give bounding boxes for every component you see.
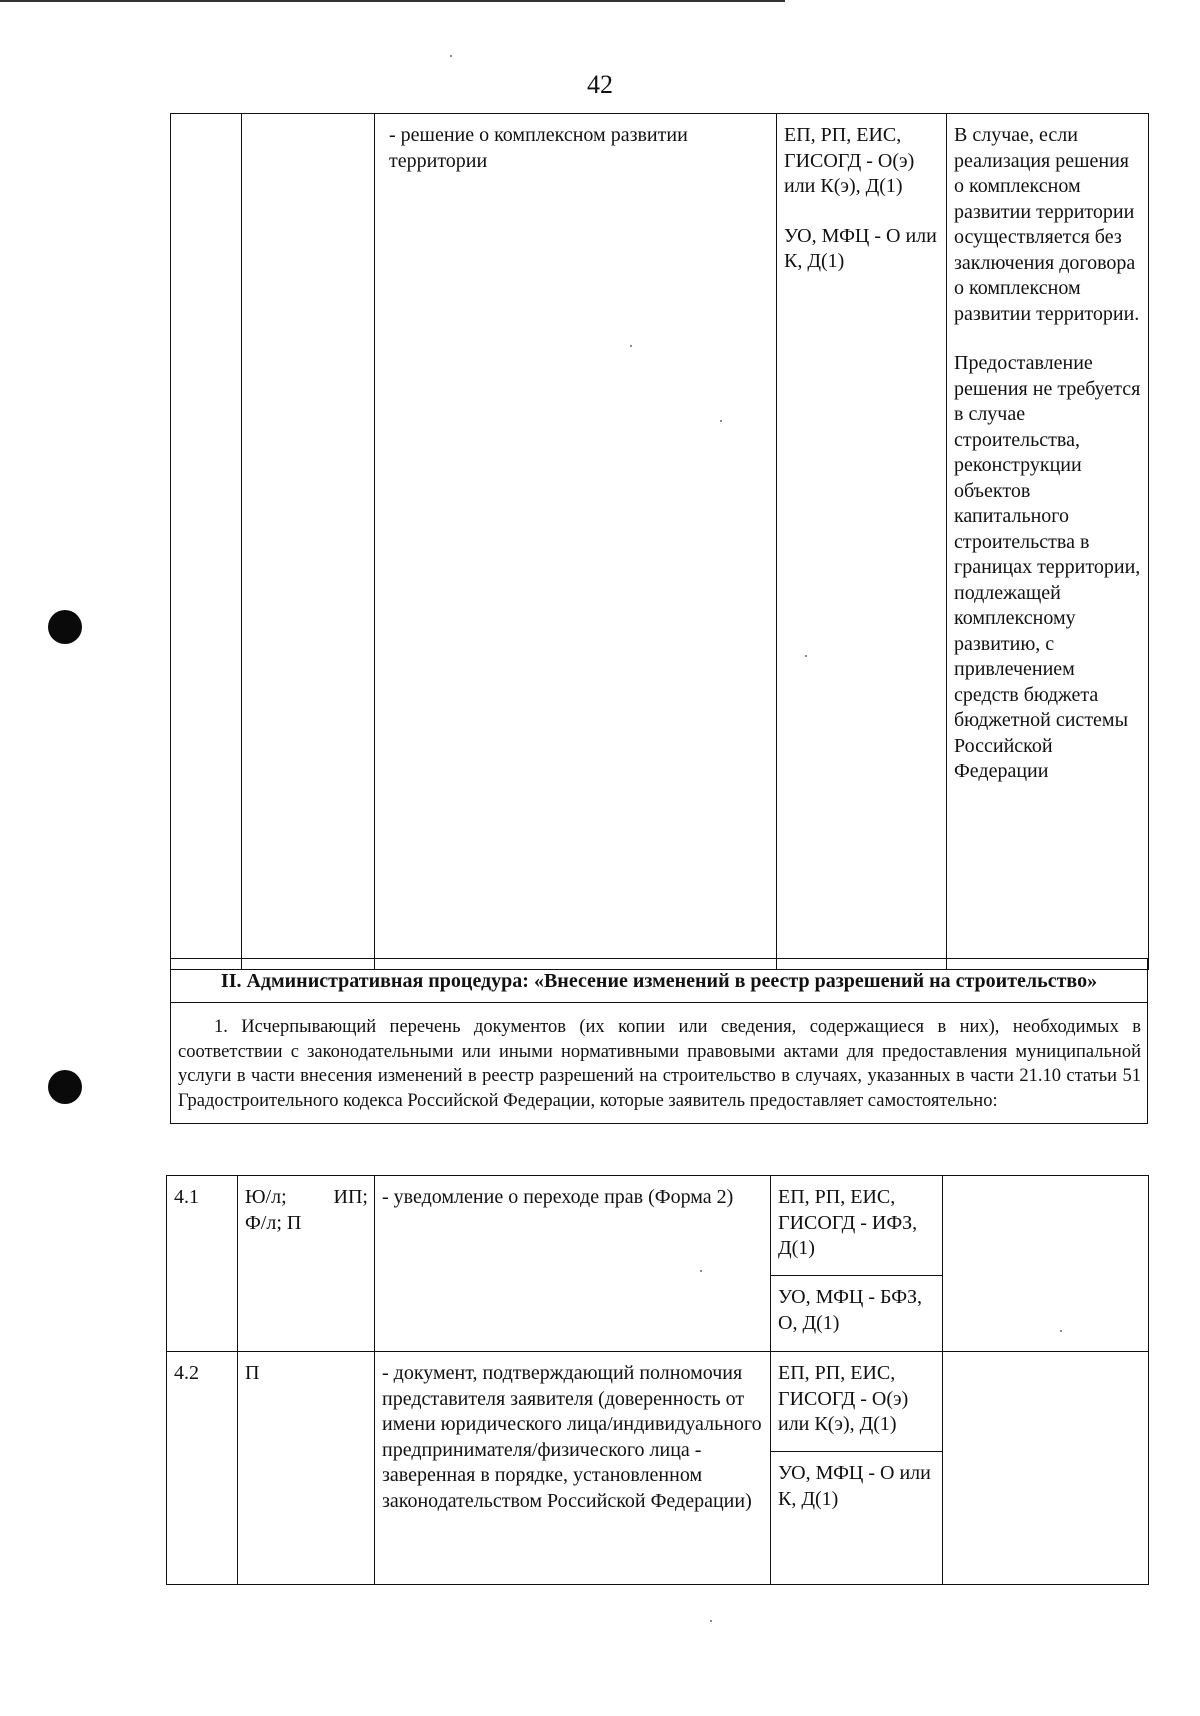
cell-number [171,114,242,970]
cell-sources [771,1352,943,1585]
cell-note [943,1352,1149,1585]
cell-number: 4.1 [167,1176,238,1352]
cell-applicant [238,1176,375,1352]
sources-text-2: УО, МФЦ - О или К, Д(1) [778,1462,931,1510]
section-title: II. Административная процедура: «Внесение изменений в реестр разрешений на строительство» [171,959,1148,1003]
note-text-2: Предоставление решения не требуется в случае строительства, реконструкции объектов капитального строительства в границах территории, подлежащей комплексному развитию, с привлечением средств бюджета бюджетной системы Российской Федерации [954,352,1141,782]
sources-text-1: ЕП, РП, ЕИС, ГИСОГД - ИФЗ, Д(1) [771,1176,942,1276]
applicant-c: Ф/л; П [245,1211,302,1234]
table-continuation [170,113,1149,970]
cell-sources [777,114,947,970]
table-row [167,1352,1149,1585]
note-text-1: В случае, если реализация решения о комплексном развитии территории осуществляется без заключения договора о комплексном развитии территории. [954,124,1140,325]
sources-text-1: ЕП, РП, ЕИС, ГИСОГД - О(э) или К(э), Д(1) [784,124,915,197]
cell-note [947,114,1149,970]
cell-number: 4.2 [167,1352,238,1585]
cell-sources [771,1176,943,1352]
sources-text-2: УО, МФЦ - БФЗ, О, Д(1) [778,1286,923,1334]
section-paragraph [171,1003,1148,1124]
punch-hole-bottom [48,1070,82,1104]
paragraph-text: Исчерпывающий перечень документов (их копии или сведения, содержащиеся в них), необходимых в соответствии с законодательными или иными нормативными правовыми актами для предоставления муниципальной услуги в части внесения изменений в реестр разрешений на строительство в случаях, указанных в части 21.10 статьи 51 Градостроительного кодекса Российской Федерации, которые заявитель предоставляет самостоятельно: [178,1017,1141,1111]
page-number: 42 [587,70,613,99]
table-documents [166,1175,1149,1585]
scan-speck [450,55,452,57]
table-row [171,959,1148,1003]
sources-text-2: УО, МФЦ - О или К, Д(1) [784,224,937,272]
punch-hole-top [48,610,82,644]
applicant-b: ИП; [333,1186,368,1208]
scan-speck [710,1620,712,1622]
cell-note [943,1176,1149,1352]
scan-top-edge-line [0,0,785,2]
cell-document: - уведомление о переходе прав (Форма 2) [375,1176,771,1352]
cell-document: - документ, подтверждающий полномочия представителя заявителя (доверенность от имени юридического лица/индивидуального предпринимателя/физического лица - заверенная в порядке, установленном законодательством Российской Федерации) [375,1352,771,1585]
cell-applicant [242,114,375,970]
paragraph-number: 1. [214,1017,228,1037]
cell-document [375,114,777,970]
table-row [171,1003,1148,1124]
cell-applicant: П [238,1352,375,1585]
sources-text-1: ЕП, РП, ЕИС, ГИСОГД - О(э) или К(э), Д(1) [771,1352,942,1452]
applicant-a: Ю/л; [245,1186,287,1208]
table-section-header [170,958,1148,1124]
table-row [167,1176,1149,1352]
document-text: - решение о комплексном развитии территории [389,124,688,172]
table-row [171,114,1149,970]
